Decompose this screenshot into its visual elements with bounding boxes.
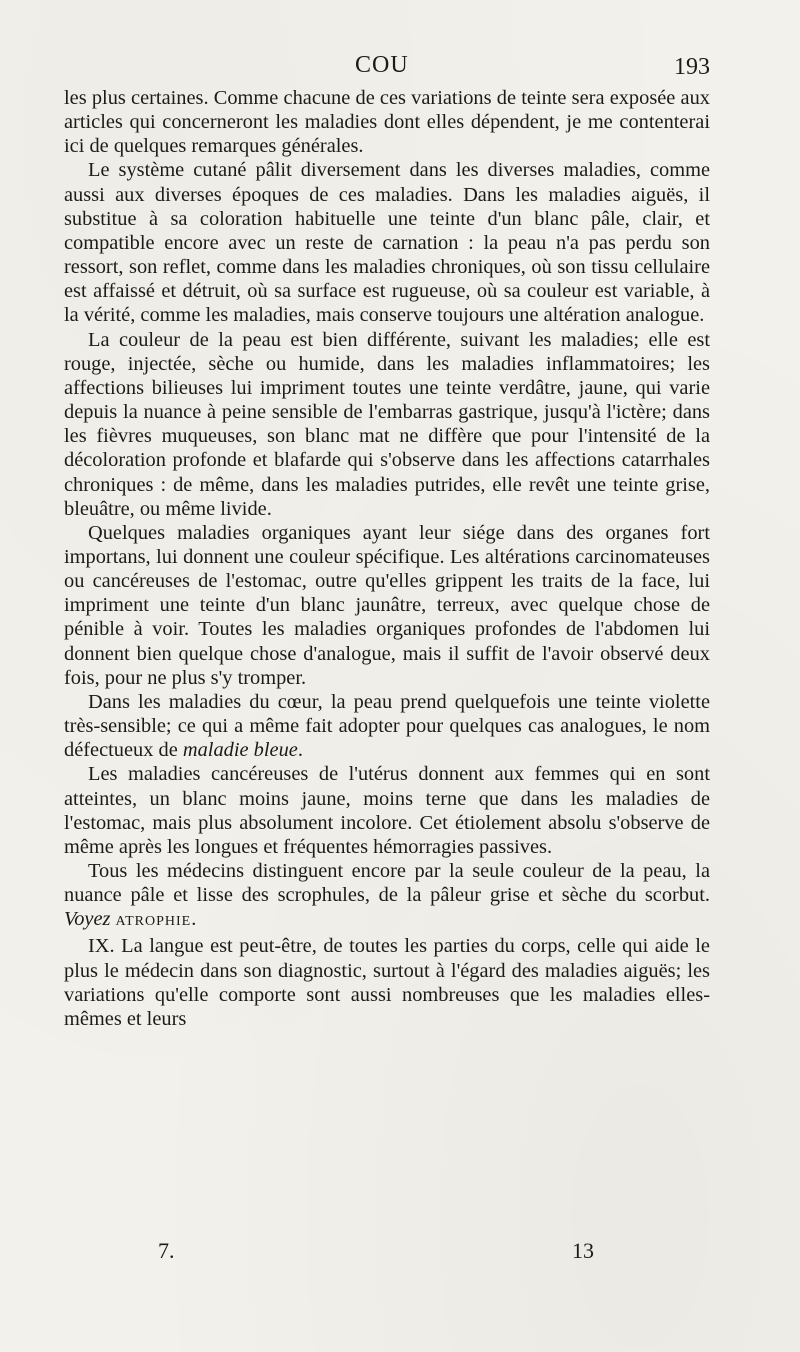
page-footer [60, 1238, 710, 1268]
emphasis-maladie-bleue: maladie bleue [182, 739, 298, 762]
paragraph-heart-text: Dans les maladies du cœur, la peau prend quelquefois une teinte violette très-sensible; ce qui a même fait adopter pour quelques cas analogues, le nom défectueux de [64, 690, 710, 762]
paragraph-skin-pallor: Le système cutané pâlit diversement dans les diverses maladies, comme aussi aux diverses époques de ces maladies. Dans les maladies aiguës, il substitue à sa coloration habituelle une teinte d'un blanc pâle, clair, et compatible encore avec un reste de carnation : la peau n'a pas perdu son ressort, son reflet, comme dans les maladies chroniques, où son tissu cellulaire est affaissé et détruit, où sa surface est rugueuse, où sa couleur est variable, à la vérité, comme les maladies, mais conserve toujours une altération analogue. [64, 159, 710, 327]
text-body [64, 86, 710, 1031]
paragraph-organic-diseases: Quelques maladies organiques ayant leur siége dans des organes fort importans, lui donnent une couleur spécifique. Les altérations carcinomateuses ou cancéreuses de l'estomac, outre qu'elles grippent les traits de la face, lui impriment une teinte d'un blanc jaunâtre, terreux, avec quelque chose de pénible à voir. Toutes les maladies organiques profondes de l'abdomen lui donnent bien quelque chose d'analogue, mais il suffit de l'avoir observé deux fois, pour ne plus s'y tromper. [64, 521, 710, 689]
paragraph-uterus-diseases: Les maladies cancéreuses de l'utérus donnent aux femmes qui en sont atteintes, un blanc moins jaune, moins terne que dans les maladies de l'estomac, mais plus absolument incolore. Cet étiolement absolu s'observe de même après les longues et fréquentes hémorragies passives. [64, 763, 710, 858]
paragraph-skin-colour: La couleur de la peau est bien différente, suivant les maladies; elle est rouge, injectée, sèche ou humide, dans les maladies inflammatoires; les affections bilieuses lui impriment toutes une teinte verdâtre, jaune, qui varie depuis la nuance à peine sensible de l'embarras gastrique, jusqu'à l'ictère; dans les fièvres muqueuses, son blanc mat ne diffère que pour l'intensité de la décoloration profonde et blafarde qui s'observe dans les affections catarrhales chroniques : de même, dans les maladies putrides, elle revêt une teinte grise, bleuâtre, ou même livide. [64, 328, 710, 520]
paragraph-tongue: IX. La langue est peut-être, de toutes les parties du corps, celle qui aide le plus le médecin dans son diagnostic, surtout à l'égard des maladies aiguës; les variations qu'elle comporte sont aussi nombreuses que les maladies elles-mêmes et leurs [64, 935, 710, 1030]
volume-mark: 7. [158, 1238, 175, 1263]
page-number: 193 [674, 54, 710, 80]
paragraph-heart-diseases [64, 690, 710, 762]
paragraph-scrofula [64, 859, 710, 934]
paragraph-continuation: les plus certaines. Comme chacune de ces variations de teinte sera exposée aux articles qui concerneront les maladies dont elles dépendent, je me contenterai ici de quelques remarques générales. [64, 87, 710, 158]
cross-reference-atrophie: ATROPHIE [115, 914, 192, 930]
running-head-title: COU [355, 52, 409, 78]
paragraph-scrofula-end: . [191, 908, 197, 931]
cross-reference-voyez: Voyez [64, 908, 111, 931]
signature-mark: 13 [572, 1238, 594, 1263]
paragraph-scrofula-text: Tous les médecins distinguent encore par la seule couleur de la peau, la nuance pâle et lisse des scrophules, de la pâleur grise et sèche du scorbut. [64, 860, 710, 907]
paragraph-heart-end: . [297, 739, 303, 762]
running-head [60, 52, 710, 84]
